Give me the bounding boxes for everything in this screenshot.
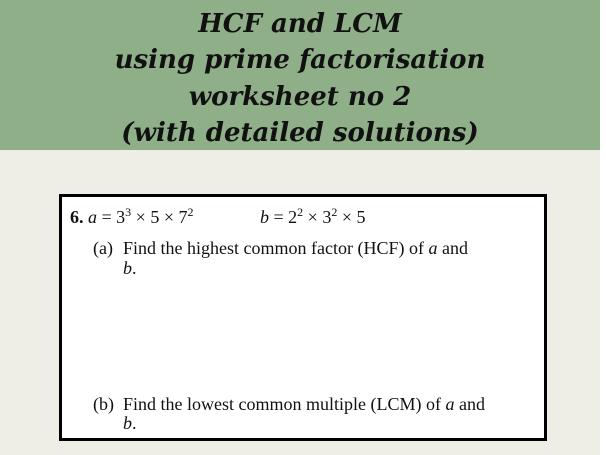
- b-exp-1: 2: [297, 205, 304, 219]
- equals-sign: =: [97, 207, 117, 227]
- times-sign: ×: [337, 207, 357, 227]
- part-b-and: and: [454, 394, 485, 414]
- part-b-var-a: a: [445, 394, 455, 414]
- title-line-4: (with detailed solutions): [121, 118, 479, 148]
- b-base-3: 5: [356, 207, 366, 227]
- b-base-2: 3: [322, 207, 332, 227]
- question-a-definition: [70, 207, 193, 227]
- a-base-2: 5: [150, 207, 160, 227]
- equals-sign: =: [269, 207, 289, 227]
- part-a-and: and: [437, 238, 468, 258]
- part-a-continuation: [123, 258, 137, 278]
- a-base-3: 7: [178, 207, 188, 227]
- part-b-prompt: Find the lowest common multiple (LCM) of: [123, 394, 446, 414]
- part-b-continuation: [123, 413, 137, 433]
- right-edge-strip: [600, 0, 606, 455]
- var-b: b: [260, 207, 269, 227]
- title-line-3: worksheet no 2: [188, 82, 412, 112]
- question-b-definition: [260, 207, 365, 227]
- part-b-period: .: [132, 413, 137, 433]
- part-a-label: (a): [93, 238, 113, 258]
- times-sign: ×: [159, 207, 179, 227]
- part-a-var-a: a: [428, 238, 438, 258]
- question-number: 6.: [70, 207, 84, 227]
- part-a-period: .: [132, 258, 137, 278]
- question-box: [59, 194, 547, 441]
- times-sign: ×: [131, 207, 151, 227]
- part-a-prompt: Find the highest common factor (HCF) of: [123, 238, 429, 258]
- b-exp-2: 2: [331, 205, 338, 219]
- part-b-label: (b): [93, 394, 114, 414]
- title-banner: [0, 0, 600, 150]
- b-base-1: 2: [288, 207, 298, 227]
- times-sign: ×: [303, 207, 323, 227]
- part-b-var-b: b: [123, 413, 132, 433]
- part-a-var-b: b: [123, 258, 132, 278]
- part-b-text: [123, 394, 485, 414]
- part-a-text: [123, 238, 468, 258]
- title-line-1: HCF and LCM: [198, 9, 402, 39]
- a-base-1: 3: [116, 207, 126, 227]
- a-exp-3: 2: [187, 205, 194, 219]
- var-a: a: [88, 207, 97, 227]
- title-line-2: using prime factorisation: [114, 45, 486, 75]
- a-exp-1: 3: [125, 205, 132, 219]
